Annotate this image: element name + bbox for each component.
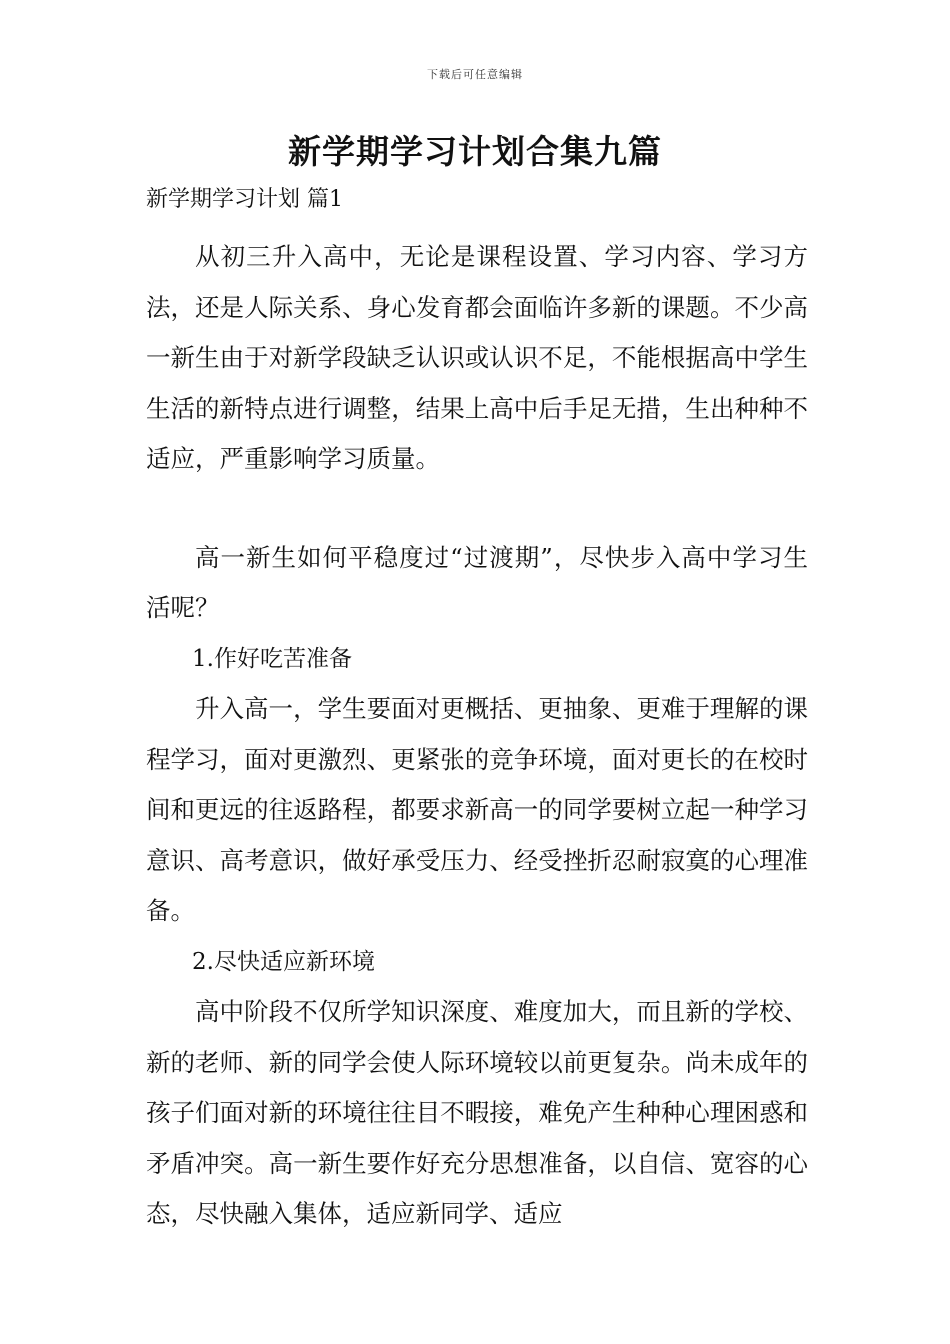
paragraph-3: 升入高一，学生要面对更概括、更抽象、更难于理解的课程学习，面对更激烈、更紧张的竞争环境，面对更长的在校时间和更远的往返路程，都要求新高一的同学要树立起一种学习意识、高考意识，做好承受压力、经受挫折忍耐寂寞的心理准备。 bbox=[146, 694, 808, 925]
header-note: 下载后可任意编辑 bbox=[427, 68, 523, 81]
paragraph-1: 从初三升入高中，无论是课程设置、学习内容、学习方法，还是人际关系、身心发育都会面临许多新的课题。不少高一新生由于对新学段缺乏认识或认识不足，不能根据高中学生生活的新特点进行调整，结果上高中后手足无措，生出种种不适应，严重影响学习质量。 bbox=[146, 242, 808, 473]
paragraph-4: 高中阶段不仅所学知识深度、难度加大，而且新的学校、新的老师、新的同学会使人际环境较以前更复杂。尚未成年的孩子们面对新的环境往往目不暇接，难免产生种种心理困惑和矛盾冲突。高一新生要作好充分思想准备，以自信、宽容的心态，尽快融入集体，适应新同学、适应 bbox=[146, 997, 808, 1228]
document-body bbox=[146, 182, 808, 1240]
section-heading: 新学期学习计划 篇1 bbox=[146, 187, 343, 212]
paragraph-spacer bbox=[146, 485, 808, 533]
paragraph-2: 高一新生如何平稳度过“过渡期”，尽快步入高中学习生活呢？ bbox=[146, 542, 808, 622]
item-heading-2: 2.尽快适应新环境 bbox=[192, 948, 375, 975]
document-title: 新学期学习计划合集九篇 bbox=[288, 132, 662, 171]
item-heading-1: 1.作好吃苦准备 bbox=[192, 645, 352, 672]
